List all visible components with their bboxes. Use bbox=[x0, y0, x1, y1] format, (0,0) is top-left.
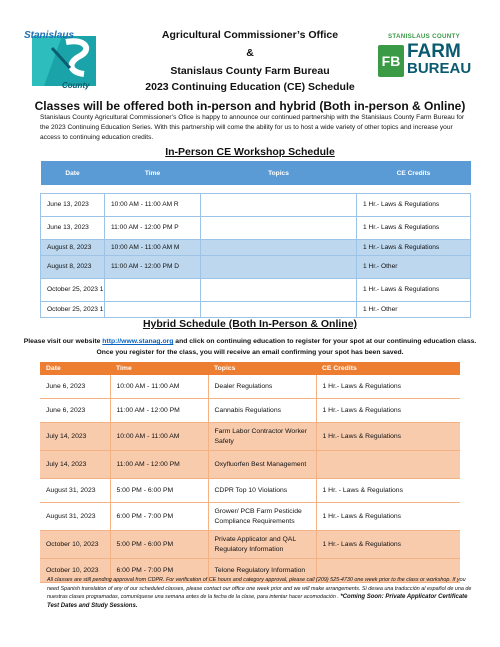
cell-date: July 14, 2023 bbox=[40, 423, 110, 451]
cell-date: August 8, 2023 bbox=[41, 239, 105, 255]
cell-time: 5:00 PM - 6:00 PM bbox=[110, 479, 208, 503]
cell-time: 11:00 AM - 12:00 PM bbox=[110, 451, 208, 479]
cell-topic bbox=[201, 193, 357, 216]
cell-credits: 1 Hr.- Other bbox=[357, 301, 471, 317]
table-row bbox=[40, 423, 460, 451]
column-header-date: Date bbox=[41, 161, 105, 185]
column-header-topics: Topics bbox=[208, 362, 316, 375]
note-text-before: Please visit our website bbox=[23, 338, 103, 345]
cell-time: 10:00 AM - 11:00 AM bbox=[110, 423, 208, 451]
cell-time: 6:00 PM - 7:00 PM bbox=[110, 503, 208, 531]
note-text-after: and click on continuing education to register for your spot at our continuing education class. Once you register for the class, you will receive an email confirming your spot has been saved. bbox=[96, 338, 477, 356]
logo-text-bottom: County bbox=[62, 81, 90, 90]
cell-date: June 6, 2023 bbox=[40, 399, 110, 423]
hybrid-registration-note bbox=[20, 336, 480, 358]
table-row bbox=[40, 503, 460, 531]
cell-credits bbox=[316, 451, 460, 479]
cell-topic bbox=[201, 255, 357, 278]
cell-date: August 31, 2023 bbox=[40, 479, 110, 503]
column-header-time: Time bbox=[110, 362, 208, 375]
table-row bbox=[41, 301, 471, 317]
cell-topic: CDPR Top 10 Violations bbox=[208, 479, 316, 503]
cell-time: 6:00 PM - 7:00 PM bbox=[110, 559, 208, 583]
table-row bbox=[41, 278, 471, 301]
hybrid-schedule-table bbox=[40, 362, 460, 583]
cell-topic: Farm Labor Contractor Worker Safety bbox=[208, 423, 316, 451]
table-row bbox=[41, 216, 471, 239]
logo-text-top: Stanislaus bbox=[24, 30, 75, 41]
cell-time: 10:00 AM - 11:00 AM bbox=[110, 375, 208, 399]
farm-bureau-word-farm: FARM bbox=[407, 41, 461, 62]
table-row bbox=[40, 399, 460, 423]
inperson-schedule-table bbox=[40, 161, 471, 318]
cell-topic: Oxyfluorfen Best Management bbox=[208, 451, 316, 479]
column-header-credits: CE Credits bbox=[357, 161, 471, 185]
column-header-time: Time bbox=[105, 161, 201, 185]
cell-topic: Cannabis Regulations bbox=[208, 399, 316, 423]
cell-topic: Dealer Regulations bbox=[208, 375, 316, 399]
cell-date: August 8, 2023 bbox=[41, 255, 105, 278]
cell-credits: 1 Hr.- Other bbox=[357, 255, 471, 278]
cell-topic bbox=[201, 239, 357, 255]
table-header-row bbox=[41, 161, 471, 185]
cell-date: October 10, 2023 bbox=[40, 559, 110, 583]
cell-time: 11:00 AM - 12:00 PM P bbox=[105, 216, 201, 239]
table-header-row bbox=[40, 362, 460, 375]
cell-date: June 13, 2023 bbox=[41, 193, 105, 216]
table-row bbox=[41, 239, 471, 255]
cell-date: October 10, 2023 bbox=[40, 531, 110, 559]
header-office: Agricultural Commissioner’s Office bbox=[161, 29, 339, 41]
table-row bbox=[40, 531, 460, 559]
cell-credits: 1 Hr.- Laws & Regulations bbox=[357, 193, 471, 216]
cell-date: August 31, 2023 bbox=[40, 503, 110, 531]
cell-credits: 1 Hr.- Laws & Regulations bbox=[316, 531, 460, 559]
cell-topic: Telone Regulatory Information bbox=[208, 559, 316, 583]
cell-date: June 6, 2023 bbox=[40, 375, 110, 399]
column-header-credits: CE Credits bbox=[316, 362, 460, 375]
cell-credits: 1 Hr.- Laws & Regulations bbox=[357, 278, 471, 301]
cell-date: October 25, 2023 1 bbox=[41, 278, 105, 301]
farm-bureau-logo bbox=[374, 33, 474, 89]
footer-text: All classes are still pending approval from CDPR. For verification of CE hours and category approval, please call (209) 525-4730 one week prior to the class or workshop. If you need Spanish translation of any of our scheduled classes, please contact our office one week prior and we will make arrangements. Si desea una traducción al español de una de nuestras clases programadas, comuníquese una semana antes de la fecha de la clase, para intentar hacer acomodación . bbox=[47, 577, 472, 601]
cell-credits: 1 Hr. - Laws & Regulations bbox=[316, 479, 460, 503]
cell-time bbox=[105, 278, 201, 301]
farm-bureau-mark: FB bbox=[378, 45, 404, 77]
column-header-date: Date bbox=[40, 362, 110, 375]
header-farm-bureau: Stanislaus County Farm Bureau bbox=[170, 65, 330, 77]
cell-time: 10:00 AM - 11:00 AM R bbox=[105, 193, 201, 216]
cell-credits: 1 Hr.- Laws & Regulations bbox=[316, 503, 460, 531]
cell-credits: 1 Hr.- Laws & Regulations bbox=[316, 423, 460, 451]
classes-banner: Classes will be offered both in-person and hybrid (Both in-person & Online) bbox=[34, 99, 466, 113]
cell-time: 5:00 PM - 6:00 PM bbox=[110, 531, 208, 559]
cell-credits: 1 Hr.- Laws & Regulations bbox=[316, 375, 460, 399]
cell-time bbox=[105, 301, 201, 317]
table-row bbox=[41, 255, 471, 278]
stanag-website-link[interactable]: http://www.stanag.org bbox=[102, 338, 174, 345]
stanislaus-county-logo bbox=[22, 28, 106, 90]
header-ampersand: & bbox=[246, 47, 254, 59]
inperson-title: In-Person CE Workshop Schedule bbox=[165, 146, 335, 158]
cell-topic bbox=[201, 278, 357, 301]
cell-date: October 25, 2023 1 bbox=[41, 301, 105, 317]
table-row bbox=[40, 451, 460, 479]
intro-paragraph: Stanislaus County Agricultural Commissioner’s Ofice is happy to announce our continued partnership with the Stanislaus County Farm Bureau for the 2023 Continuing Education Series. With this partnership will come the ability for us to host a wide variety of other topics and increase your access to continuing education credits. bbox=[40, 114, 465, 141]
cell-topic bbox=[201, 301, 357, 317]
cell-date: June 13, 2023 bbox=[41, 216, 105, 239]
header-schedule-title: 2023 Continuing Education (CE) Schedule bbox=[145, 81, 355, 93]
farm-bureau-word-bureau: BUREAU bbox=[407, 60, 472, 77]
cell-time: 11:00 AM - 12:00 PM bbox=[110, 399, 208, 423]
cell-topic: Grower/ PCB Farm Pesticide Compliance Requirements bbox=[208, 503, 316, 531]
cell-credits: 1 Hr.- Laws & Regulations bbox=[357, 239, 471, 255]
table-row bbox=[41, 193, 471, 216]
column-header-topics: Topics bbox=[201, 161, 357, 185]
cell-time: 10:00 AM - 11:00 AM M bbox=[105, 239, 201, 255]
cell-topic bbox=[201, 216, 357, 239]
cell-topic: Private Applicator and QAL Regulatory Information bbox=[208, 531, 316, 559]
cell-credits: 1 Hr.- Laws & Regulations bbox=[316, 399, 460, 423]
table-row bbox=[40, 479, 460, 503]
footer-disclaimer bbox=[47, 576, 477, 610]
hybrid-title: Hybrid Schedule (Both In-Person & Online) bbox=[142, 318, 358, 330]
cell-date: July 14, 2023 bbox=[40, 451, 110, 479]
cell-time: 11:00 AM - 12:00 PM D bbox=[105, 255, 201, 278]
cell-credits: 1 Hr.- Laws & Regulations bbox=[357, 216, 471, 239]
footer-coming-soon: *Coming Soon: Private Applicator Certificate Test Dates and Study Sessions. bbox=[47, 594, 468, 609]
table-row bbox=[40, 375, 460, 399]
farm-bureau-county: STANISLAUS COUNTY bbox=[387, 33, 461, 40]
